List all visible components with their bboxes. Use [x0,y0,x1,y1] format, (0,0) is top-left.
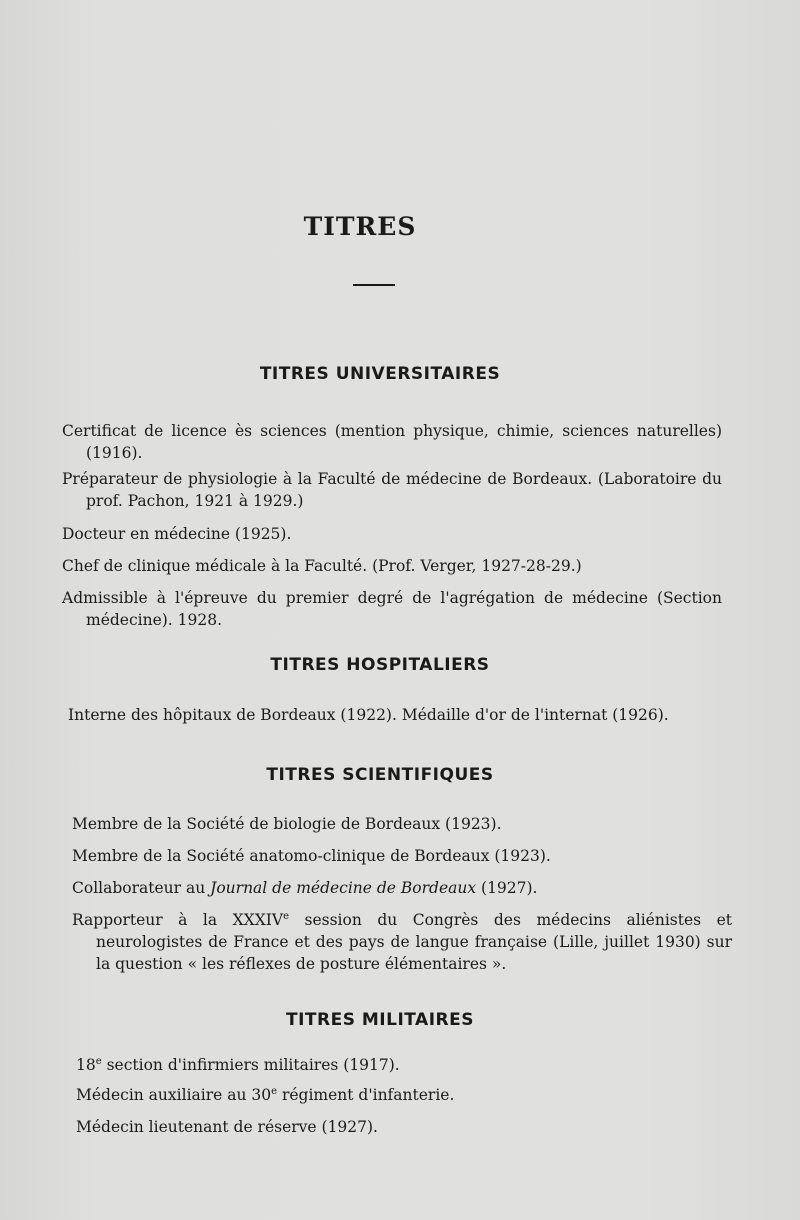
section-heading-universitaires: TITRES UNIVERSITAIRES [259,364,501,384]
section-heading-militaires: TITRES MILITAIRES [286,1010,474,1030]
entry-chef-clinique: Chef de clinique médicale à la Faculté. (Prof. Verger, 1927-28-29.) [62,557,582,575]
entry-admissible: Admissible à l'épreuve du premier degré de l'agrégation de médecine (Section médecine). 1928. [62,589,722,629]
entry-medecin-auxiliaire [76,1084,730,1106]
rapporteur-prefix: Rapporteur à la XXXIV [72,911,284,929]
collaborateur-suffix: (1927). [476,879,538,897]
page-title: TITRES [303,212,417,241]
entry-interne: Interne des hôpitaux de Bordeaux (1922). Médaille d'or de l'internat (1926). [68,706,669,724]
section-heading-scientifiques: TITRES SCIENTIFIQUES [266,765,494,785]
collaborateur-prefix: Collaborateur au [72,879,211,897]
auxiliaire-suffix: régiment d'infanterie. [277,1086,455,1104]
infirmiers-suffix: section d'infirmiers militaires (1917). [101,1056,400,1074]
entry-infirmiers [76,1054,730,1076]
rapporteur-sup: e [283,910,289,922]
title-rule [353,284,395,286]
auxiliaire-sup: e [271,1085,278,1097]
entry-medecin-lieutenant: Médecin lieutenant de réserve (1927). [76,1118,378,1136]
entry-societe-anatomo: Membre de la Société anatomo-clinique de Bordeaux (1923). [72,847,551,865]
infirmiers-sup: e [95,1055,102,1067]
entry-collaborateur [72,877,728,899]
journal-title: Journal de médecine de Bordeaux [210,879,477,897]
section-heading-hospitaliers: TITRES HOSPITALIERS [270,655,490,675]
rapporteur-suffix: session du Congrès des médecins aliénistes et neurologistes de France et des pays de langue française (Lille, juillet 1930) sur la question « les réflexes de posture élémentaires ». [96,911,733,973]
entry-rapporteur [72,909,732,975]
entry-societe-biologie: Membre de la Société de biologie de Bordeaux (1923). [72,815,502,833]
entry-licence: Certificat de licence ès sciences (mention physique, chimie, sciences naturelles) (1916). [62,422,722,462]
infirmiers-prefix: 18 [76,1056,96,1074]
entry-docteur: Docteur en médecine (1925). [62,525,292,543]
auxiliaire-prefix: Médecin auxiliaire au 30 [76,1086,272,1104]
entry-preparateur: Préparateur de physiologie à la Faculté de médecine de Bordeaux. (Laboratoire du prof. Pachon, 1921 à 1929.) [62,470,722,510]
